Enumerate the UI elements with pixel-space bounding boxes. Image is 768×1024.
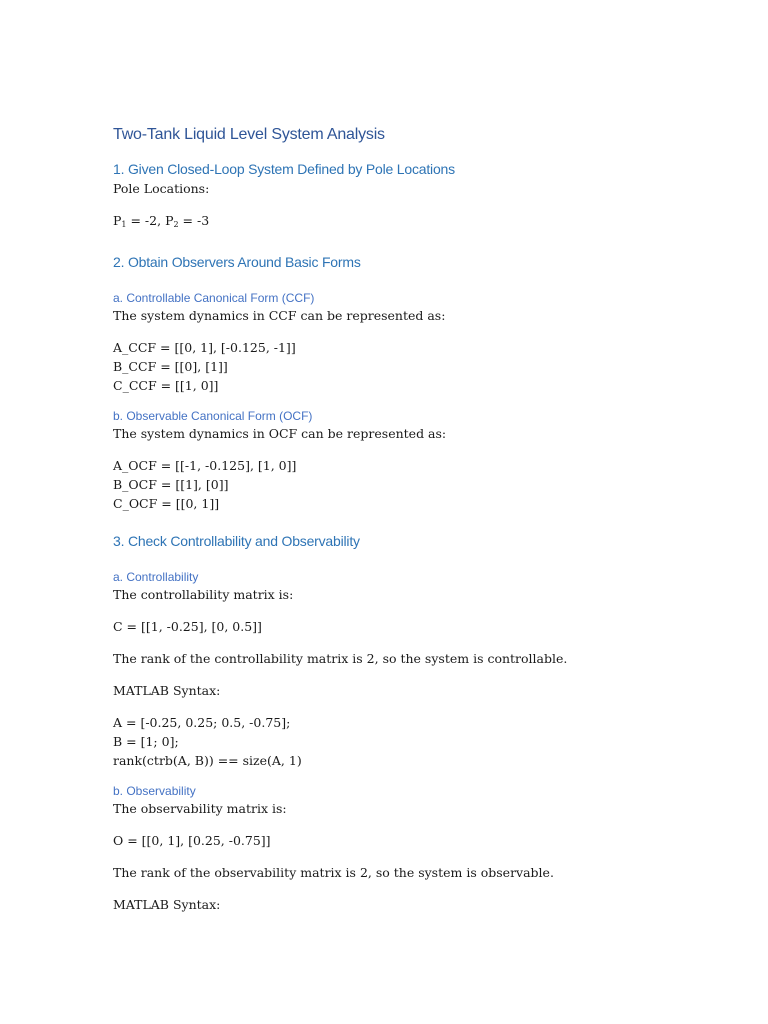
matlab-code-line: B = [1; 0]; [113, 734, 179, 749]
matlab-code-line: A = [-0.25, 0.25; 0.5, -0.75]; [113, 715, 291, 730]
pole-values: $P_1 = -2$, $P_2 = -3$ [113, 213, 210, 229]
observability-heading: b. Observability [113, 784, 196, 798]
ccf-b-matrix: B_CCF = [[0], [1]] [113, 359, 228, 374]
ccf-a-matrix: A_CCF = [[0, 1], [-0.125, -1]] [113, 340, 296, 355]
document-content [113, 124, 713, 914]
ocf-b-matrix: B_OCF = [[1], [0]] [113, 477, 229, 492]
matlab-code-line: rank(ctrb(A, B)) == size(A, 1) [113, 753, 302, 768]
controllability-matrix: C = [[1, -0.25], [0, 0.5]] [113, 619, 262, 634]
ccf-heading: a. Controllable Canonical Form (CCF) [113, 291, 315, 305]
ocf-intro: The system dynamics in OCF can be represented as: [113, 426, 447, 441]
section-1-heading: 1. Given Closed-Loop System Defined by Pole Locations [113, 161, 455, 177]
document-title: Two-Tank Liquid Level System Analysis [113, 126, 385, 143]
observability-matrix: O = [[0, 1], [0.25, -0.75]] [113, 833, 271, 848]
section-2-heading: 2. Obtain Observers Around Basic Forms [113, 254, 361, 270]
observability-matlab-label: MATLAB Syntax: [113, 897, 221, 912]
ocf-c-matrix: C_OCF = [[0, 1]] [113, 496, 220, 511]
ccf-c-matrix: C_CCF = [[1, 0]] [113, 378, 219, 393]
ccf-intro: The system dynamics in CCF can be represented as: [113, 308, 446, 323]
pole-locations-label: Pole Locations: [113, 181, 210, 196]
controllability-heading: a. Controllability [113, 570, 199, 584]
controllability-intro: The controllability matrix is: [113, 587, 294, 602]
observability-rank-text: The rank of the observability matrix is 2, so the system is observable. [113, 865, 554, 880]
observability-intro: The observability matrix is: [113, 801, 287, 816]
section-3-heading: 3. Check Controllability and Observability [113, 533, 360, 549]
controllability-rank-text: The rank of the controllability matrix is 2, so the system is controllable. [113, 651, 568, 666]
ocf-a-matrix: A_OCF = [[-1, -0.125], [1, 0]] [113, 458, 297, 473]
controllability-matlab-label: MATLAB Syntax: [113, 683, 221, 698]
ocf-heading: b. Observable Canonical Form (OCF) [113, 409, 313, 423]
